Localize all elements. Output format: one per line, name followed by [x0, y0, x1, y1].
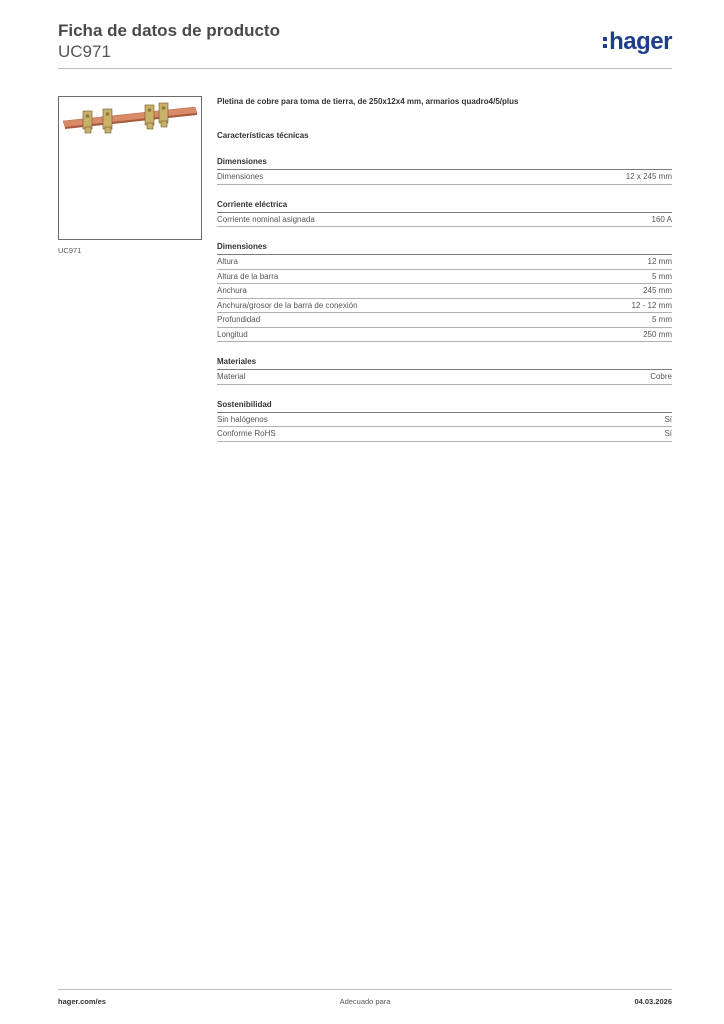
spec-label: Material — [217, 372, 246, 382]
spec-label: Altura — [217, 257, 238, 267]
logo-dots-icon — [603, 37, 607, 48]
spec-value: 245 mm — [643, 286, 672, 296]
spec-row — [217, 299, 672, 314]
section-dimensiones — [217, 156, 672, 185]
section-title: Dimensiones — [217, 156, 672, 170]
section-corriente-electrica — [217, 199, 672, 228]
section-sostenibilidad — [217, 399, 672, 442]
spec-label: Dimensiones — [217, 172, 264, 182]
copper-bar-icon — [59, 97, 201, 239]
product-image — [58, 96, 202, 240]
spec-row — [217, 427, 672, 442]
section-dimensiones-detail — [217, 241, 672, 342]
footer-divider — [58, 989, 672, 990]
section-title: Materiales — [217, 356, 672, 370]
product-details — [217, 96, 672, 442]
spec-value: 12 - 12 mm — [631, 300, 672, 310]
spec-label: Longitud — [217, 329, 248, 339]
spec-row — [217, 170, 672, 185]
spec-value: Cobre — [650, 372, 672, 382]
section-title: Sostenibilidad — [217, 399, 672, 413]
header-divider — [58, 68, 672, 69]
footer-website-link[interactable]: hager.com/es — [58, 997, 106, 1006]
section-materiales — [217, 356, 672, 385]
footer-suitable-for: Adecuado para — [339, 997, 391, 1006]
spec-value: 5 mm — [652, 271, 672, 281]
spec-label: Profundidad — [217, 315, 261, 325]
spec-label: Sin halógenos — [217, 414, 268, 424]
image-caption: UC971 — [58, 246, 82, 255]
spec-label: Conforme RoHS — [217, 429, 276, 439]
product-code: UC971 — [58, 42, 111, 61]
document-title: Ficha de datos de producto — [58, 21, 280, 40]
spec-row — [217, 313, 672, 328]
spec-value: 5 mm — [652, 315, 672, 325]
spec-label: Corriente nominal asignada — [217, 214, 315, 224]
spec-value: Sí — [664, 414, 672, 424]
page-header — [58, 20, 672, 70]
spec-value: 250 mm — [643, 329, 672, 339]
product-description: Pletina de cobre para toma de tierra, de 250x12x4 mm, armarios quadro4/5/plus — [217, 97, 519, 106]
spec-value: 160 A — [651, 214, 672, 224]
section-title: Dimensiones — [217, 241, 672, 255]
footer-date: 04.03.2026 — [634, 997, 672, 1006]
spec-value: Sí — [664, 429, 672, 439]
spec-row — [217, 213, 672, 228]
technical-characteristics-title: Características técnicas — [217, 131, 309, 140]
hager-logo — [603, 28, 672, 56]
spec-row — [217, 284, 672, 299]
spec-value: 12 mm — [647, 257, 672, 267]
spec-label: Anchura/grosor de la barra de conexión — [217, 300, 358, 310]
spec-row — [217, 270, 672, 285]
spec-row — [217, 370, 672, 385]
spec-row — [217, 255, 672, 270]
spec-label: Altura de la barra — [217, 271, 279, 281]
spec-value: 12 x 245 mm — [625, 172, 672, 182]
spec-label: Anchura — [217, 286, 247, 296]
spec-row — [217, 328, 672, 343]
logo-text: hager — [609, 28, 672, 55]
spec-row — [217, 413, 672, 428]
section-title: Corriente eléctrica — [217, 199, 672, 213]
